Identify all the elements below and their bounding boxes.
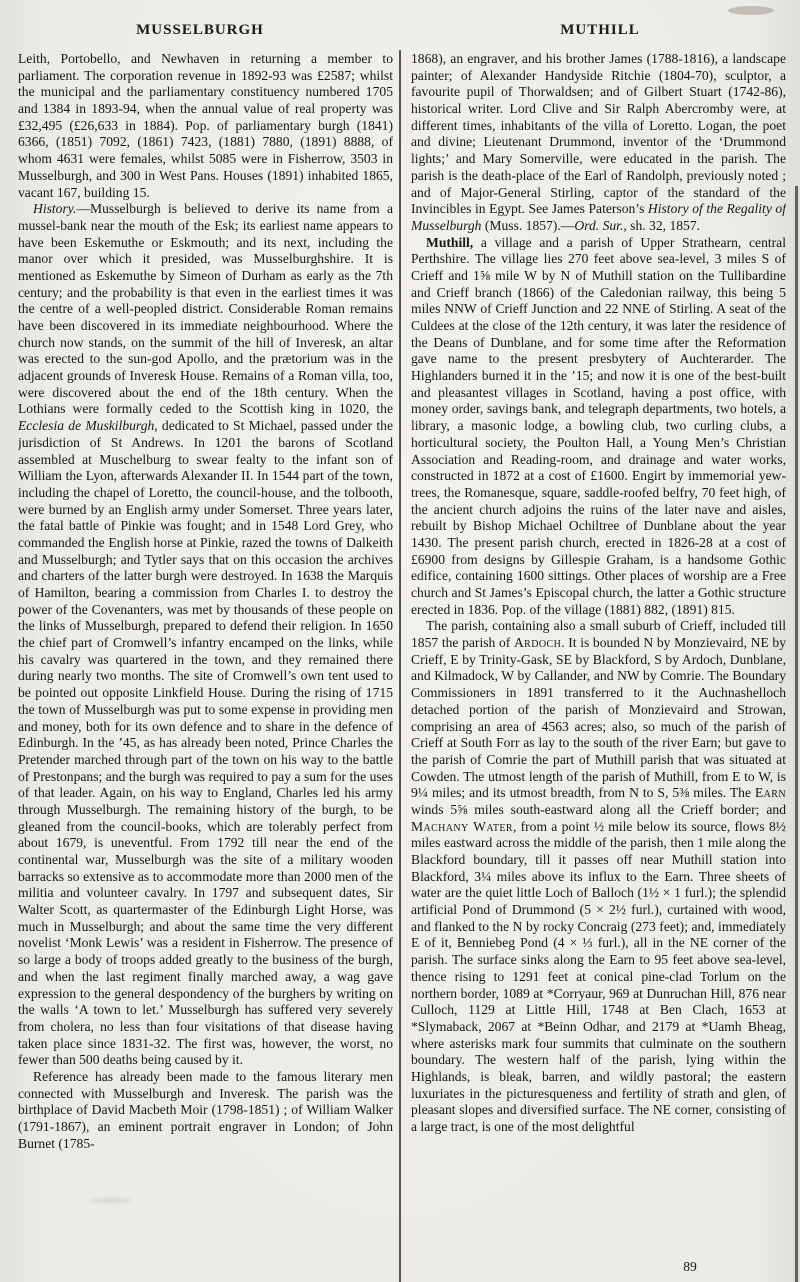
running-head-left: MUSSELBURGH bbox=[136, 22, 264, 38]
text-run: —Musselburgh is believed to derive its name from a mussel-bank near the mouth of the Esk; its earliest name appears to have been Eskemuthe or Eskmouth; and its next, including the manor over which it presided, was Musselburghshire. It is mentioned as Eskemuthe by Simeon of Durham as early as the 7th century; and the probability is that even in the earliest times it was the centre of a well-peopled district. Considerable Roman remains have been discovered in its immediate neighbourhood. Where the church now stands, on the summit of the hill of Inveresk, an altar was erected to the sun-god Apollo, and the prætorium was in the adjacent grounds of Inveresk House. Remains of a Roman villa, too, were discovered about the end of the 18th century. When the Lothians were formally ceded to the Scottish king in 1020, the bbox=[18, 201, 393, 417]
text-run: History of the Regality of Musselburgh bbox=[411, 201, 786, 233]
text-run: 1868), an engraver, and his brother James (1788-1816), a landscape painter; of Alexander Handyside Ritchie (1804-70), sculptor, a favourite pupil of Thorwaldsen; and of Gilbert Stuart (1742-86), historical writer. Lord Clive and Sir Ralph Abercromby were, at different times, inhabitants of the villa of Loretto. Logan, the poet and divine; Lieutenant Drummond, inventor of the ‘Drummond lights;’ and Mary Somerville, were educated in the parish. The parish is the death-place of the Earl of Randolph, previously noted ; and of Major-General Stirling, captor of the standard of the Invincibles in Egypt. See James Paterson’s bbox=[411, 51, 786, 217]
left-column bbox=[18, 51, 402, 1267]
text-run: Ardoch bbox=[513, 635, 562, 651]
text-run: , from a point ½ mile below its source, flows 8½ miles eastward across the middle of the parish, then 1 mile along the Blackford boundary, till it passes off near Muthill station into Blackford, 3¼ miles above its influx to the Earn. Three sheets of water are the quiet little Loch of Balloch (1½ × 1 furl.); the splendid artificial Pond of Drummond (5 × 2½ furl.), curtained with wood, and flanked to the N by rocky Concraig (273 feet); and, immediately E of it, Benniebeg Pond (4 × ⅓ furl.), all in the NE corner of the parish. The surface sinks along the Earn to 95 feet above sea-level, thence rising to 1291 feet at conical pine-clad Torlum on the northern border, 1089 at *Corryaur, 969 at Dunruchan Hill, 876 near Culloch, 1129 at Little Hill, 1748 at Ben Clach, 1653 at *Slymaback, 2067 at *Beinn Odhar, and 2179 at *Uamh Bheag, where asterisks mark four summits that culminate on the southern boundary. The western half of the parish, lying within the Highlands, is bleak, barren, and wildly pastoral; the eastern luxuriates in the picturesqueness and fertility of strath and glen, of pleasant slopes and diversified surface. The NE corner, consisting of a large tract, is one of the most delightful bbox=[411, 818, 786, 1134]
text-run: History. bbox=[33, 201, 77, 217]
text-run: , dedicated to St Michael, passed under the jurisdiction of St Andrews. In 1201 the barons of Scotland assembled at Muschelburg to swear fealty to the infant son of William the Lyon, afterwards Alexander II. In 1544 part of the town, including the chapel of Loretto, the council-house, and the tolbooth, were burned by an English army under Somerset. Three years later, the fatal battle of Pinkie was fought; and in 1548 Lord Grey, who commanded the English horse at Pinkie, razed the towns of Dalkeith and Musselburgh; and Tytler says that on this occasion the archives and charters of the latter burgh were destroyed. In 1638 the Marquis of Hamilton, bearing a commission from Charles I. to destroy the power of the Covenanters, was met by thousands of these people on the links of Musselburgh, prepared to defend their religion. In 1650 the chief part of Cromwell’s infantry encamped on the links, while his cavalry was quartered in the town, and they remained there during nearly two months. The site of Cromwell’s own tent used to be pointed out opposite Linkfield House. During the rising of 1715 the town of Musselburgh was put to some expense in providing men and money, both for its own defence and to share in the defence of Edinburgh. In the ’45, as has already been noted, Prince Charles the Pretender marched through part of the town on his way to the battle of Prestonpans; and the burgh was required to pay a sum for the uses of that leader. Again, on his way to England, Charles led his army through Musselburgh. The remaining history of the burgh, to be gleaned from the council-books, which are tolerably perfect from about 1679, is uneventful. From 1792 till near the end of the continental war, Musselburgh was the site of a military wooden barracks so extensive as to accommodate more than 2000 men of the militia and volunteer cavalry. In 1797 and subsequent dates, Sir Walter Scott, as quartermaster of the Edinburgh Light Horse, was much in Musselburgh; and about the same time the very different novelist ‘Monk Lewis’ was a resident in Fisherrow. The presence of so large a body of troops added greatly to the business of the burgh, and when the last regiment finally marched away, a wag gave expression to the general despondency of the burghers by writing on the walls ‘A town to let.’ Musselburgh has suffered very severely from cholera, no less than four visitations of that disease having taken place since 1831-32. The first was, however, the worst, no fewer than 500 deaths being caused by it. bbox=[18, 418, 393, 1068]
text-run: The parish, containing also a small suburb of Crieff, included till 1857 the parish of bbox=[411, 618, 786, 651]
paragraph bbox=[18, 201, 393, 1069]
scan-smudge bbox=[728, 6, 774, 15]
scan-edge-artifact bbox=[795, 186, 798, 1282]
text-run: winds 5⅝ miles south-eastward along all the Crieff border; and bbox=[411, 801, 786, 817]
text-run: Reference has already been made to the famous literary men connected with Musselburgh and Inveresk. The parish was the birthplace of David Macbeth Moir (1798-1851) ; of William Walker (1791-1867), an eminent portrait engraver in London; of John Burnet (1785- bbox=[18, 1068, 393, 1151]
paragraph bbox=[18, 1069, 393, 1152]
paragraph bbox=[18, 51, 393, 201]
text-run: a village and a parish of Upper Strathearn, central Perthshire. The village lies 270 feet above sea-level, 3 miles S of Crieff and 1⅝ mile W by N of Muthill station on the Tullibardine and Crieff branch (1866) of the Caledonian railway, this being 5 miles NNW of Crieff Junction and 22 NNE of Stirling. A seat of the Culdees at the close of the 12th century, it was later the residence of the Deans of Dunblane, and for some time after the Reformation gave name to the present presbytery of Auchterarder. The Highlanders burned it in the ’15; and now it is one of the best-built and pleasantest villages in Scotland, having a post office, with money order, savings bank, and telegraph departments, two hotels, a library, a masonic lodge, a bowling club, two curling clubs, a horticultural society, the Poulton Hall, a Young Men’s Christian Association and Reading-room, and drainage and water works, constructed in 1872 at a cost of £1600. Engirt by immemorial yew-trees, the Romanesque, square, saddle-roofed belfry, 70 feet high, of the ancient church adjoins the ruins of the later nave and aisles, rebuilt by Bishop Michael Ochiltree of Dunblane about the year 1430. The present parish church, erected in 1826-28 at a cost of £6900 from designs by Gillespie Graham, is a handsome Gothic edifice, containing 1600 sittings. Other places of worship are a Free church and St James’s Episcopal church, the latter a Gothic structure erected in 1836. Pop. of the village (1881) 882, (1891) 815. bbox=[411, 234, 786, 617]
text-run: , sh. 32, 1857. bbox=[623, 217, 701, 233]
running-head-right: MUTHILL bbox=[560, 22, 640, 38]
text-run: Machany Water bbox=[411, 818, 513, 834]
paragraph bbox=[411, 618, 786, 1135]
text-run: . It is bounded N by Monzievaird, NE by Crieff, E by Trinity-Gask, SE by Blackford, S by Ardoch, Dunblane, and Kilmadock, W by Callander, and NW by Comrie. The Boundary Commissioners in 1891 transferred to it the Auchnashelloch detached portion of the parish of Monzievaird and Strowan, comprising an area of 4563 acres; also, so much of the parish of Crieff at South Forr as lay to the south of the river Earn; but gave to the parish of Comrie the part of Muthill parish that was situated at Cowden. The utmost length of the parish of Muthill, from E to W, is 9¼ miles; and its utmost breadth, from N to S, 5⅜ miles. The bbox=[411, 635, 786, 801]
text-run: Leith, Portobello, and Newhaven in returning a member to parliament. The corporation revenue in 1892-93 was £2587; whilst the municipal and the parliamentary constituency numbered 1705 and 1384 in 1893-94, when the annual value of real property was £32,495 (£26,633 in 1884). Pop. of parliamentary burgh (1841) 6366, (1851) 7092, (1861) 7423, (1881) 7880, (1891) 8888, of whom 4631 were females, whilst 5085 were in Fisherrow, 3503 in Musselburgh, and 300 in West Pans. Houses (1891) inhabited 1865, vacant 167, building 15. bbox=[18, 51, 393, 200]
right-column bbox=[402, 51, 786, 1267]
text-run: Ord. Sur. bbox=[574, 217, 624, 233]
text-run: Ecclesia de Muskilburgh bbox=[18, 418, 155, 434]
paragraph bbox=[411, 51, 786, 235]
text-run: (Muss. 1857).— bbox=[481, 217, 575, 233]
text-run: Muthill, bbox=[426, 234, 474, 250]
running-heads bbox=[0, 0, 800, 39]
text-run: Earn bbox=[754, 785, 786, 801]
paragraph bbox=[411, 235, 786, 619]
column-divider-rule bbox=[399, 50, 401, 1282]
page-number: 89 bbox=[683, 1259, 697, 1274]
